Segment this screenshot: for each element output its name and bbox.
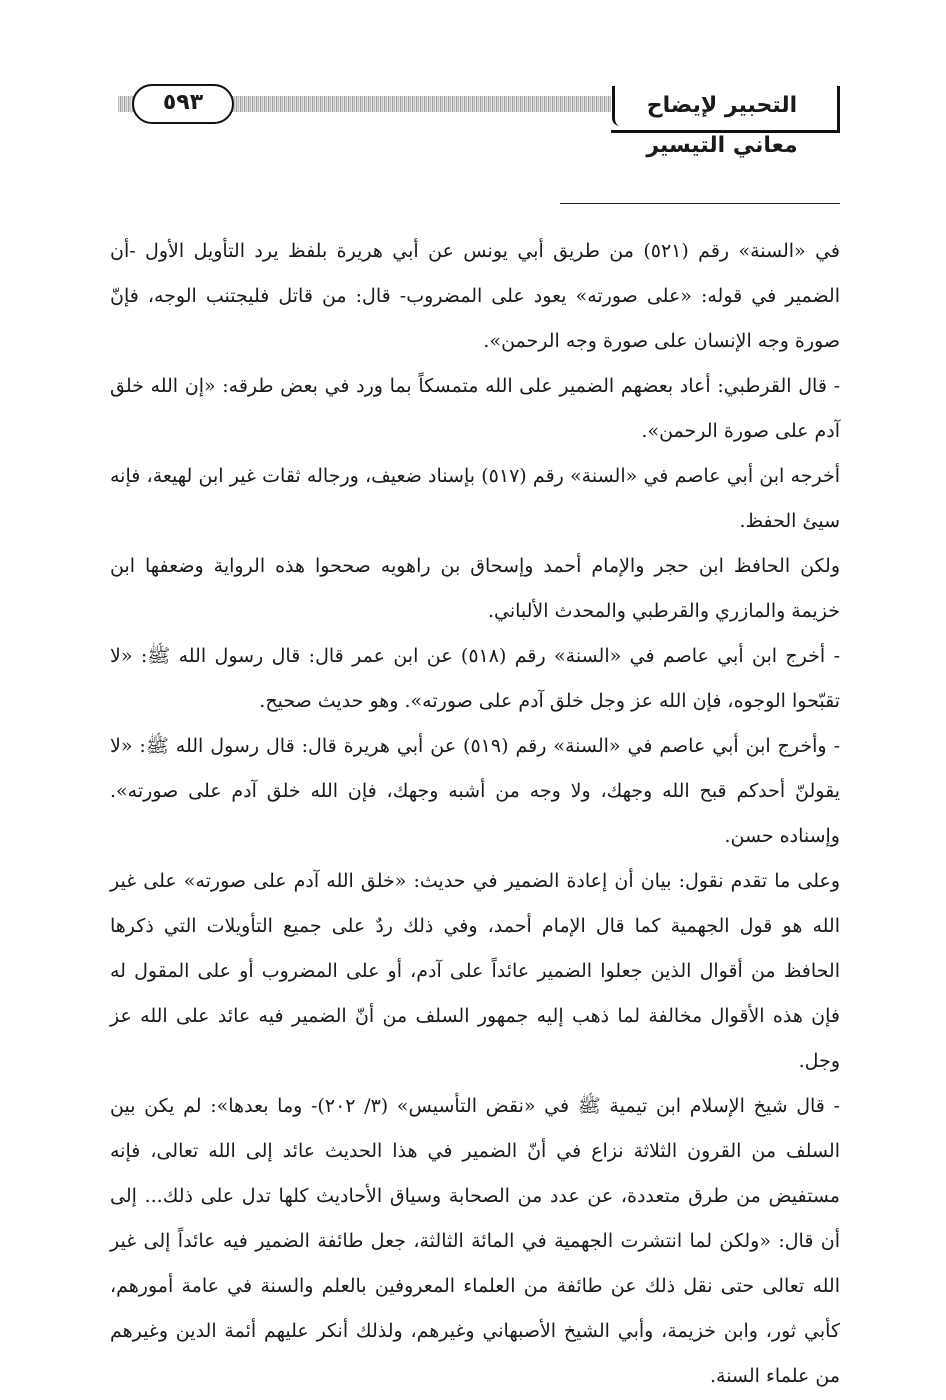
book-title-frame — [611, 86, 840, 158]
footnote-text-body — [110, 229, 840, 1399]
paragraph: في «السنة» رقم (٥٢١) من طريق أبي يونس عن أبي هريرة بلفظ يرد التأويل الأول -أن الضمير في قوله: «على صورته» يعود على المضروب- قال: من قاتل فليجتنب الوجه، فإنّ صورة وجه الإنسان على صورة وجه الرحمن». — [110, 240, 840, 352]
book-title: التحبير لإيضاح معاني التيسير — [612, 86, 829, 126]
footnote-separator-rule — [560, 203, 840, 204]
paragraph: - وأخرج ابن أبي عاصم في «السنة» رقم (٥١٩) عن أبي هريرة قال: قال رسول الله ﷺ: «لا يقولنّ أحدكم قبح الله وجهك، ولا وجه من أشبه وجهك، فإن الله خلق آدم على صورته». وإسناده حسن. — [110, 735, 840, 847]
page-header — [118, 84, 840, 158]
paragraph: أخرجه ابن أبي عاصم في «السنة» رقم (٥١٧) بإسناد ضعيف، ورجاله ثقات غير ابن لهيعة، فإنه سيئ الحفظ. — [110, 465, 840, 532]
paragraph: - أخرج ابن أبي عاصم في «السنة» رقم (٥١٨) عن ابن عمر قال: قال رسول الله ﷺ: «لا تقبّحوا الوجوه، فإن الله عز وجل خلق آدم على صورته». وهو حديث صحيح. — [110, 645, 840, 712]
paragraph: - قال القرطبي: أعاد بعضهم الضمير على الله متمسكاً بما ورد في بعض طرقه: «إن الله خلق آدم على صورة الرحمن». — [110, 375, 840, 442]
page-number: ٥٩٣ — [132, 84, 234, 124]
paragraph: ولكن الحافظ ابن حجر والإمام أحمد وإسحاق بن راهويه صححوا هذه الرواية وضعفها ابن خزيمة والمازري والقرطبي والمحدث الألباني. — [110, 555, 840, 622]
paragraph: وعلى ما تقدم نقول: بيان أن إعادة الضمير في حديث: «خلق الله آدم على صورته» على غير الله هو قول الجهمية كما قال الإمام أحمد، وفي ذلك ردٌ على جميع التأويلات التي ذكرها الحافظ من أقوال الذين جعلوا الضمير عائداً على آدم، أو على المضروب أو على المقول له فإن هذه الأقوال مخالفة لما ذهب إليه جمهور السلف من أنّ الضمير فيه عائد على الله عز وجل. — [110, 870, 840, 1072]
paragraph: - قال شيخ الإسلام ابن تيمية ﷺ في «نقض التأسيس» (٣/ ٢٠٢)- وما بعدها»: لم يكن بين السلف من القرون الثلاثة نزاع في أنّ الضمير في هذا الحديث عائد إلى الله تعالى، فإنه مستفيض من طرق متعددة، عن عدد من الصحابة وسياق الأحاديث كلها تدل على ذلك... إلى أن قال: «ولكن لما انتشرت الجهمية في المائة الثالثة، جعل طائفة الضمير فيه عائداً إلى غير الله تعالى حتى نقل ذلك عن طائفة من العلماء المعروفين بالعلم والسنة في عامة أمورهم، كأبي ثور، وابن خزيمة، وأبي الشيخ الأصبهاني وغيرهم، ولذلك أنكر عليهم أئمة الدين وغيرهم من علماء السنة. — [110, 1095, 840, 1387]
